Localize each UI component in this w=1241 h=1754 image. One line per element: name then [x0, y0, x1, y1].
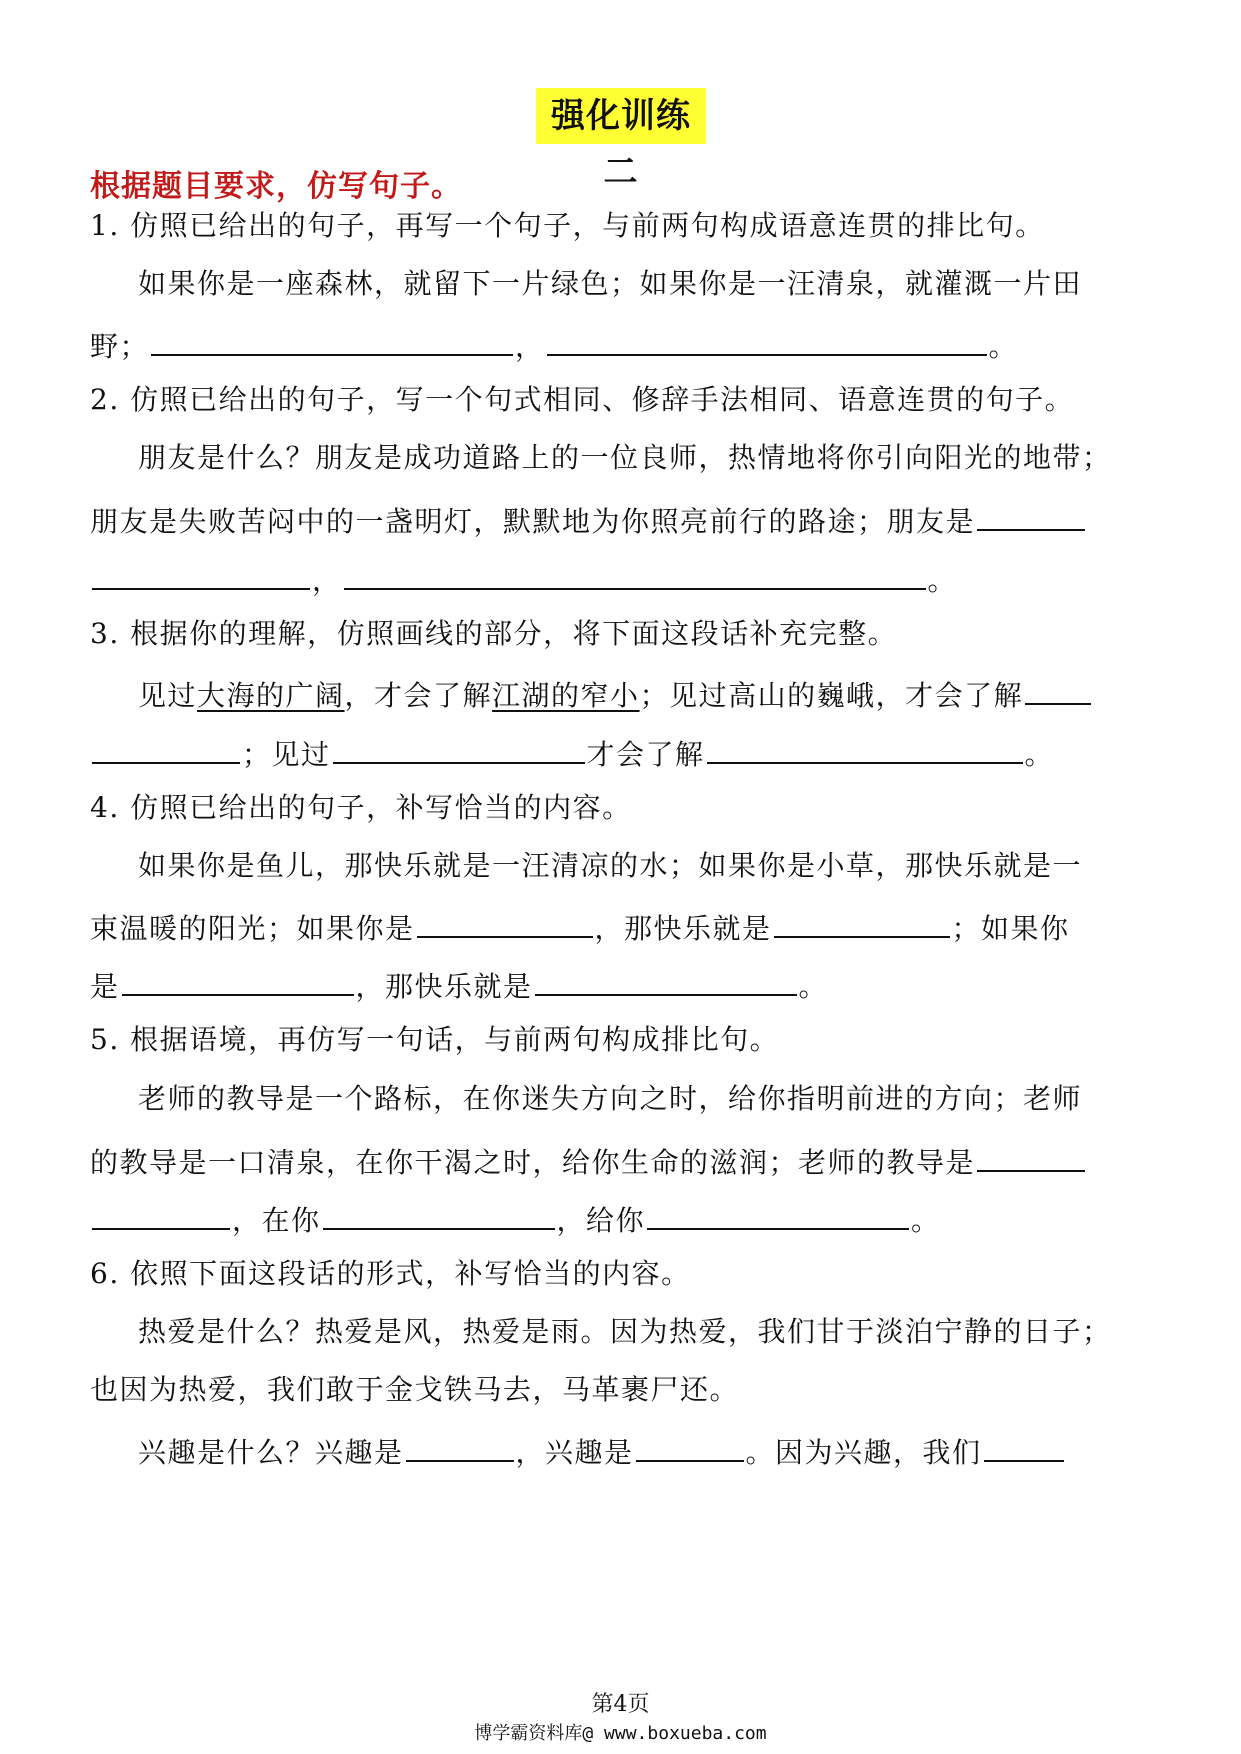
q3-blank-3[interactable]: [333, 726, 585, 764]
q2-passage-line-2: 朋友是失败苦闷中的一盏明灯，默默地为你照亮前行的路途；朋友是: [90, 493, 1150, 541]
q5-answer-line: ，在你 ，给你 。: [90, 1192, 1150, 1240]
q5-blank-3[interactable]: [323, 1192, 555, 1230]
q6-passage-line-1: 热爱是什么？热爱是风，热爱是雨。因为热爱，我们甘于淡泊宁静的日子；: [138, 1315, 1112, 1348]
q3-prompt: 3. 根据你的理解，仿照画线的部分，将下面这段话补充完整。: [90, 617, 898, 650]
q4-passage-line-1: 如果你是鱼儿，那快乐就是一汪清凉的水；如果你是小草，那快乐就是一: [138, 849, 1083, 882]
q1-blank-1[interactable]: [151, 318, 513, 356]
q3-blank-2[interactable]: [92, 726, 240, 764]
q4-prompt: 4. 仿照已给出的句子，补写恰当的内容。: [90, 791, 632, 824]
site-watermark: 博学霸资料库@ www.boxueba.com: [474, 1723, 767, 1744]
q3-answer-line: ；见过 才会了解 。: [90, 726, 1150, 774]
q2-blank-2[interactable]: [92, 552, 310, 590]
q4-passage-line-2: 束温暖的阳光；如果你是 ，那快乐就是 ；如果你: [90, 900, 1150, 948]
q2-blank-1[interactable]: [977, 493, 1085, 531]
q2-prompt: 2. 仿照已给出的句子，写一个句式相同、修辞手法相同、语意连贯的句子。: [90, 383, 1075, 416]
q2-blank-3[interactable]: [344, 552, 926, 590]
q4-blank-4[interactable]: [535, 958, 797, 996]
q2-answer-line: ， 。: [90, 552, 1150, 600]
q6-blank-2[interactable]: [636, 1424, 744, 1462]
q6-blank-1[interactable]: [406, 1424, 514, 1462]
q5-prompt: 5. 根据语境，再仿写一句话，与前两句构成排比句。: [90, 1023, 780, 1056]
q6-passage-line-2: 也因为热爱，我们敢于金戈铁马去，马革裹尸还。: [90, 1373, 740, 1406]
q4-blank-3[interactable]: [122, 958, 354, 996]
q5-passage-line-1: 老师的教导是一个路标，在你迷失方向之时，给你指明前进的方向；老师: [138, 1082, 1083, 1115]
q1-blank-2[interactable]: [547, 318, 987, 356]
section-instruction: 根据题目要求，仿写句子。: [90, 169, 462, 204]
q3-passage-line-1: 见过大海的广阔，才会了解江湖的窄小；见过高山的巍峨，才会了解: [138, 667, 1150, 715]
q3-blank-1[interactable]: [1025, 667, 1091, 705]
q5-blank-2[interactable]: [92, 1192, 230, 1230]
q3-blank-4[interactable]: [707, 726, 1023, 764]
q4-answer-line: 是 ，那快乐就是 。: [90, 958, 1150, 1006]
q4-blank-2[interactable]: [774, 900, 950, 938]
q6-prompt: 6. 依照下面这段话的形式，补写恰当的内容。: [90, 1257, 691, 1290]
q5-blank-1[interactable]: [977, 1134, 1085, 1172]
q6-answer-line: 兴趣是什么？兴趣是 ，兴趣是 。因为兴趣，我们: [138, 1424, 1150, 1472]
q3-underlined-2: 江湖的窄小: [492, 679, 640, 712]
q5-blank-4[interactable]: [647, 1192, 909, 1230]
page-number: 第4页: [591, 1692, 650, 1717]
q2-passage-line-1: 朋友是什么？朋友是成功道路上的一位良师，热情地将你引向阳光的地带；: [138, 441, 1112, 474]
q6-blank-3[interactable]: [984, 1424, 1064, 1462]
q3-underlined-1: 大海的广阔: [197, 679, 345, 712]
page-title: 强化训练二: [536, 88, 706, 144]
q1-passage-line-1: 如果你是一座森林，就留下一片绿色；如果你是一汪清泉，就灌溉一片田: [138, 267, 1083, 300]
q1-answer-line: 野； ， 。: [90, 318, 1150, 366]
q1-prompt: 1. 仿照已给出的句子，再写一个句子，与前两句构成语意连贯的排比句。: [90, 209, 1045, 242]
q4-blank-1[interactable]: [417, 900, 593, 938]
q5-passage-line-2: 的教导是一口清泉，在你干渴之时，给你生命的滋润；老师的教导是: [90, 1134, 1150, 1182]
